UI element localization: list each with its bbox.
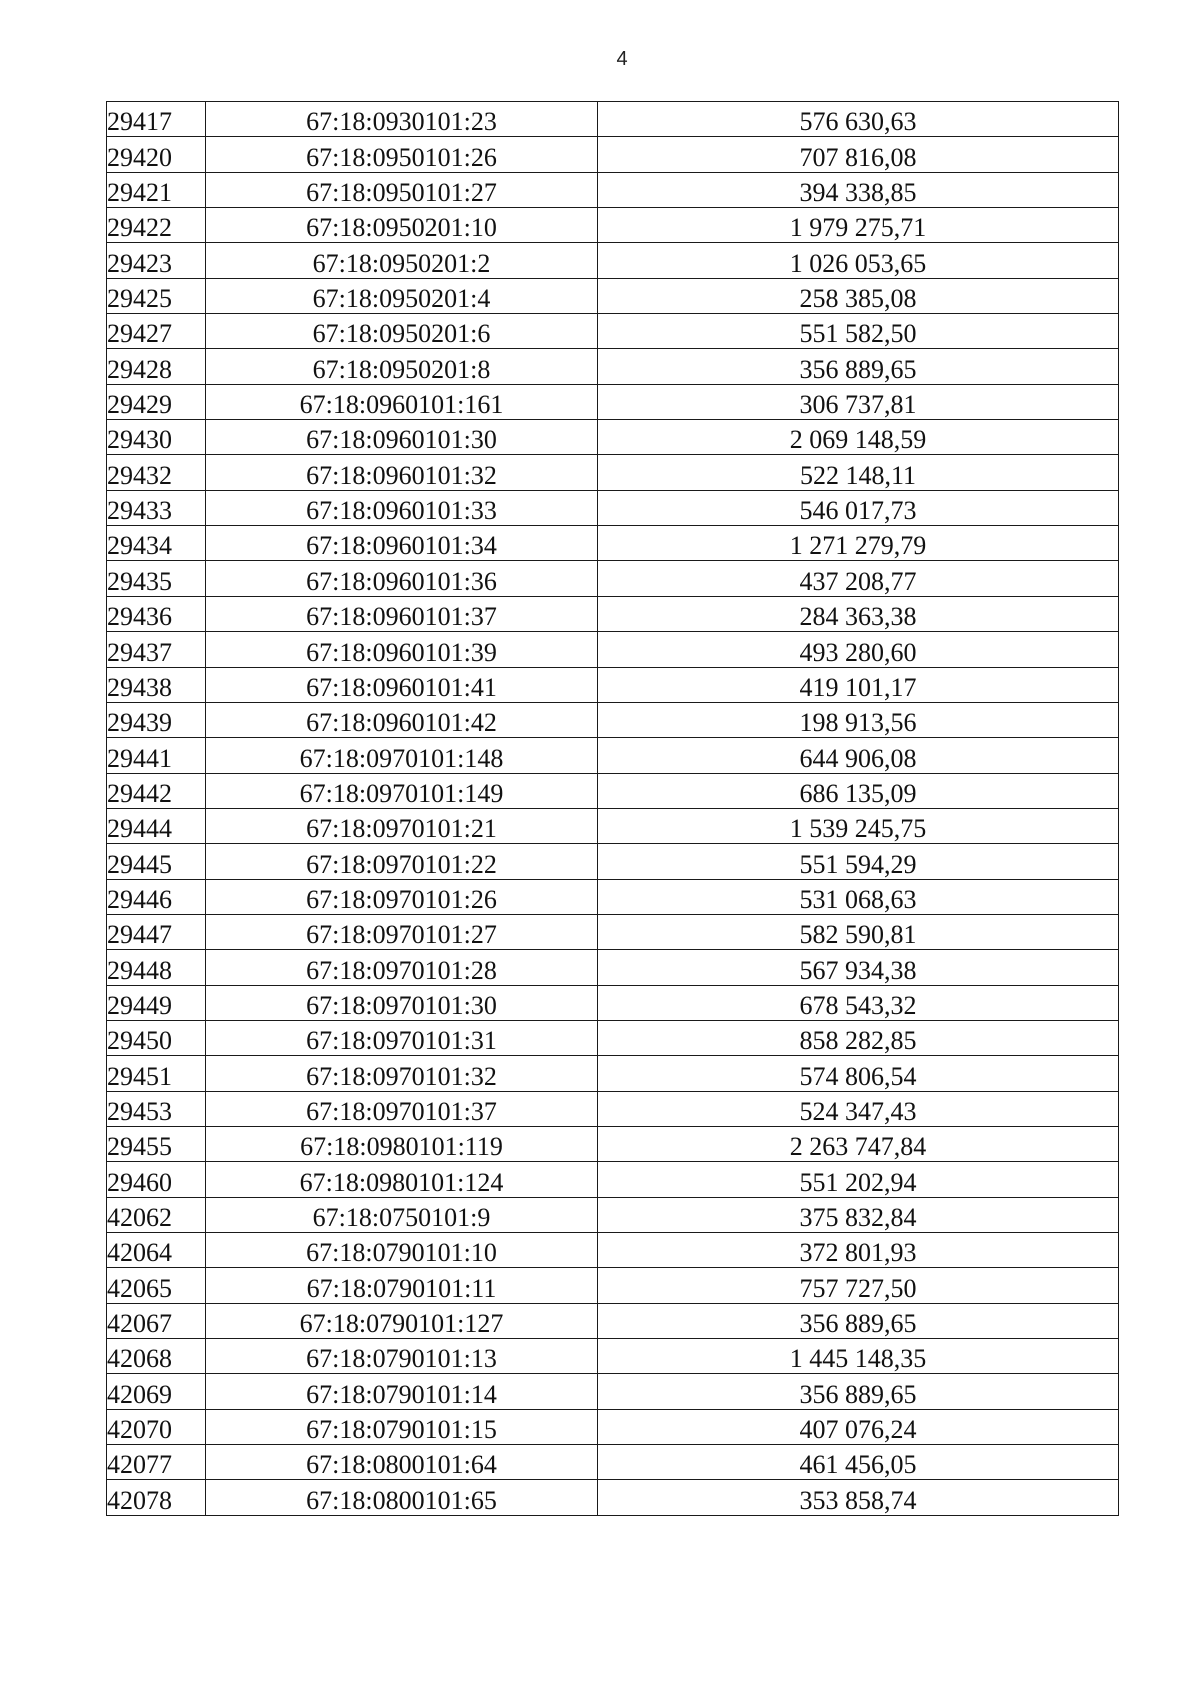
cadastral-number-cell: 67:18:0970101:26 xyxy=(206,879,598,914)
cadastral-number-cell: 67:18:0970101:22 xyxy=(206,844,598,879)
cadastral-value-cell: 493 280,60 xyxy=(598,632,1119,667)
row-number-cell: 29439 xyxy=(107,702,206,737)
cadastral-value-cell: 356 889,65 xyxy=(598,1374,1119,1409)
row-number-cell: 29420 xyxy=(107,137,206,172)
cadastral-value-cell: 353 858,74 xyxy=(598,1480,1119,1515)
row-number-cell: 29422 xyxy=(107,208,206,243)
cadastral-number-cell: 67:18:0960101:39 xyxy=(206,632,598,667)
row-number-cell: 42069 xyxy=(107,1374,206,1409)
cadastral-number-cell: 67:18:0970101:32 xyxy=(206,1056,598,1091)
cadastral-value-cell: 2 263 747,84 xyxy=(598,1126,1119,1161)
row-number-cell: 29434 xyxy=(107,526,206,561)
row-number-cell: 42067 xyxy=(107,1303,206,1338)
cadastral-value-cell: 407 076,24 xyxy=(598,1409,1119,1444)
cadastral-value-cell: 686 135,09 xyxy=(598,773,1119,808)
row-number-cell: 42077 xyxy=(107,1445,206,1480)
row-number-cell: 29428 xyxy=(107,349,206,384)
cadastral-number-cell: 67:18:0950101:26 xyxy=(206,137,598,172)
cadastral-number-cell: 67:18:0950201:4 xyxy=(206,278,598,313)
cadastral-value-cell: 546 017,73 xyxy=(598,490,1119,525)
table-row xyxy=(107,1268,1119,1303)
cadastral-number-cell: 67:18:0960101:161 xyxy=(206,384,598,419)
cadastral-number-cell: 67:18:0800101:65 xyxy=(206,1480,598,1515)
cadastral-value-cell: 356 889,65 xyxy=(598,349,1119,384)
cadastral-number-cell: 67:18:0950201:10 xyxy=(206,208,598,243)
table-row xyxy=(107,773,1119,808)
cadastral-value-cell: 582 590,81 xyxy=(598,914,1119,949)
table-body xyxy=(107,102,1119,1516)
row-number-cell: 29438 xyxy=(107,667,206,702)
cadastral-number-cell: 67:18:0950201:8 xyxy=(206,349,598,384)
table-row xyxy=(107,243,1119,278)
cadastral-value-cell: 306 737,81 xyxy=(598,384,1119,419)
cadastral-value-cell: 437 208,77 xyxy=(598,561,1119,596)
table-row xyxy=(107,384,1119,419)
row-number-cell: 29451 xyxy=(107,1056,206,1091)
table-row xyxy=(107,1056,1119,1091)
table-row xyxy=(107,455,1119,490)
row-number-cell: 29444 xyxy=(107,808,206,843)
table-row xyxy=(107,950,1119,985)
row-number-cell: 29429 xyxy=(107,384,206,419)
table-row xyxy=(107,1374,1119,1409)
table-row xyxy=(107,278,1119,313)
cadastral-value-cell: 2 069 148,59 xyxy=(598,420,1119,455)
row-number-cell: 29448 xyxy=(107,950,206,985)
row-number-cell: 29449 xyxy=(107,985,206,1020)
row-number-cell: 29442 xyxy=(107,773,206,808)
table-row xyxy=(107,985,1119,1020)
cadastral-number-cell: 67:18:0960101:37 xyxy=(206,596,598,631)
cadastral-number-cell: 67:18:0790101:14 xyxy=(206,1374,598,1409)
cadastral-number-cell: 67:18:0970101:30 xyxy=(206,985,598,1020)
cadastral-value-cell: 678 543,32 xyxy=(598,985,1119,1020)
table-row xyxy=(107,1162,1119,1197)
table-row xyxy=(107,349,1119,384)
cadastral-number-cell: 67:18:0800101:64 xyxy=(206,1445,598,1480)
cadastral-number-cell: 67:18:0970101:28 xyxy=(206,950,598,985)
cadastral-number-cell: 67:18:0790101:11 xyxy=(206,1268,598,1303)
page-number: 4 xyxy=(616,48,628,70)
cadastral-value-cell: 1 979 275,71 xyxy=(598,208,1119,243)
table-row xyxy=(107,137,1119,172)
cadastral-value-cell: 1 539 245,75 xyxy=(598,808,1119,843)
cadastral-value-cell: 522 148,11 xyxy=(598,455,1119,490)
table-row xyxy=(107,1445,1119,1480)
cadastral-number-cell: 67:18:0970101:37 xyxy=(206,1091,598,1126)
table-row xyxy=(107,172,1119,207)
table-row xyxy=(107,632,1119,667)
table-row xyxy=(107,596,1119,631)
row-number-cell: 42078 xyxy=(107,1480,206,1515)
cadastral-number-cell: 67:18:0970101:31 xyxy=(206,1020,598,1055)
row-number-cell: 29417 xyxy=(107,102,206,137)
row-number-cell: 29450 xyxy=(107,1020,206,1055)
row-number-cell: 29433 xyxy=(107,490,206,525)
cadastral-value-cell: 551 202,94 xyxy=(598,1162,1119,1197)
cadastral-value-cell: 576 630,63 xyxy=(598,102,1119,137)
table-row xyxy=(107,667,1119,702)
cadastral-number-cell: 67:18:0950101:27 xyxy=(206,172,598,207)
table-row xyxy=(107,702,1119,737)
cadastral-number-cell: 67:18:0790101:15 xyxy=(206,1409,598,1444)
row-number-cell: 42064 xyxy=(107,1233,206,1268)
table-row xyxy=(107,1303,1119,1338)
table-row xyxy=(107,914,1119,949)
cadastral-value-cell: 356 889,65 xyxy=(598,1303,1119,1338)
cadastral-value-cell: 372 801,93 xyxy=(598,1233,1119,1268)
row-number-cell: 29437 xyxy=(107,632,206,667)
cadastral-value-cell: 258 385,08 xyxy=(598,278,1119,313)
cadastral-value-cell: 284 363,38 xyxy=(598,596,1119,631)
cadastral-number-cell: 67:18:0960101:34 xyxy=(206,526,598,561)
row-number-cell: 29453 xyxy=(107,1091,206,1126)
table-row xyxy=(107,738,1119,773)
row-number-cell: 29436 xyxy=(107,596,206,631)
cadastral-value-cell: 198 913,56 xyxy=(598,702,1119,737)
table-row xyxy=(107,844,1119,879)
cadastral-value-cell: 394 338,85 xyxy=(598,172,1119,207)
cadastral-value-cell: 644 906,08 xyxy=(598,738,1119,773)
cadastral-value-cell: 419 101,17 xyxy=(598,667,1119,702)
cadastral-value-cell: 707 816,08 xyxy=(598,137,1119,172)
cadastral-value-cell: 524 347,43 xyxy=(598,1091,1119,1126)
cadastral-number-cell: 67:18:0980101:119 xyxy=(206,1126,598,1161)
table-row xyxy=(107,526,1119,561)
cadastral-number-cell: 67:18:0970101:21 xyxy=(206,808,598,843)
cadastral-value-cell: 551 582,50 xyxy=(598,314,1119,349)
cadastral-number-cell: 67:18:0960101:33 xyxy=(206,490,598,525)
table-row xyxy=(107,1409,1119,1444)
table-row xyxy=(107,420,1119,455)
cadastral-number-cell: 67:18:0960101:41 xyxy=(206,667,598,702)
cadastral-number-cell: 67:18:0960101:36 xyxy=(206,561,598,596)
row-number-cell: 29446 xyxy=(107,879,206,914)
cadastral-value-cell: 531 068,63 xyxy=(598,879,1119,914)
cadastral-number-cell: 67:18:0790101:10 xyxy=(206,1233,598,1268)
cadastral-number-cell: 67:18:0970101:148 xyxy=(206,738,598,773)
row-number-cell: 29421 xyxy=(107,172,206,207)
cadastral-value-cell: 567 934,38 xyxy=(598,950,1119,985)
row-number-cell: 29427 xyxy=(107,314,206,349)
table-row xyxy=(107,102,1119,137)
cadastral-value-cell: 757 727,50 xyxy=(598,1268,1119,1303)
cadastral-number-cell: 67:18:0750101:9 xyxy=(206,1197,598,1232)
row-number-cell: 29445 xyxy=(107,844,206,879)
cadastral-value-cell: 375 832,84 xyxy=(598,1197,1119,1232)
table-row xyxy=(107,1480,1119,1515)
table-row xyxy=(107,879,1119,914)
table-row xyxy=(107,1091,1119,1126)
table-row xyxy=(107,208,1119,243)
cadastral-number-cell: 67:18:0980101:124 xyxy=(206,1162,598,1197)
cadastral-value-cell: 1 026 053,65 xyxy=(598,243,1119,278)
row-number-cell: 42070 xyxy=(107,1409,206,1444)
cadastral-number-cell: 67:18:0960101:42 xyxy=(206,702,598,737)
table-row xyxy=(107,808,1119,843)
cadastral-number-cell: 67:18:0950201:2 xyxy=(206,243,598,278)
row-number-cell: 29460 xyxy=(107,1162,206,1197)
cadastral-value-cell: 858 282,85 xyxy=(598,1020,1119,1055)
table-row xyxy=(107,1126,1119,1161)
row-number-cell: 42068 xyxy=(107,1339,206,1374)
table-row xyxy=(107,1339,1119,1374)
cadastral-value-cell: 1 445 148,35 xyxy=(598,1339,1119,1374)
cadastral-value-cell: 574 806,54 xyxy=(598,1056,1119,1091)
cadastral-number-cell: 67:18:0930101:23 xyxy=(206,102,598,137)
cadastral-value-cell: 461 456,05 xyxy=(598,1445,1119,1480)
cadastral-number-cell: 67:18:0960101:32 xyxy=(206,455,598,490)
row-number-cell: 29441 xyxy=(107,738,206,773)
row-number-cell: 29432 xyxy=(107,455,206,490)
cadastral-number-cell: 67:18:0960101:30 xyxy=(206,420,598,455)
table-row xyxy=(107,314,1119,349)
cadastral-value-cell: 551 594,29 xyxy=(598,844,1119,879)
table-row xyxy=(107,1233,1119,1268)
cadastral-value-cell: 1 271 279,79 xyxy=(598,526,1119,561)
cadastral-number-cell: 67:18:0790101:127 xyxy=(206,1303,598,1338)
cadastral-number-cell: 67:18:0950201:6 xyxy=(206,314,598,349)
row-number-cell: 29423 xyxy=(107,243,206,278)
row-number-cell: 42062 xyxy=(107,1197,206,1232)
table-row xyxy=(107,561,1119,596)
cadastral-value-table xyxy=(106,101,1119,1516)
cadastral-number-cell: 67:18:0970101:149 xyxy=(206,773,598,808)
row-number-cell: 29425 xyxy=(107,278,206,313)
cadastral-number-cell: 67:18:0970101:27 xyxy=(206,914,598,949)
table-row xyxy=(107,490,1119,525)
row-number-cell: 42065 xyxy=(107,1268,206,1303)
row-number-cell: 29430 xyxy=(107,420,206,455)
row-number-cell: 29455 xyxy=(107,1126,206,1161)
table-row xyxy=(107,1020,1119,1055)
row-number-cell: 29435 xyxy=(107,561,206,596)
table-row xyxy=(107,1197,1119,1232)
row-number-cell: 29447 xyxy=(107,914,206,949)
cadastral-number-cell: 67:18:0790101:13 xyxy=(206,1339,598,1374)
